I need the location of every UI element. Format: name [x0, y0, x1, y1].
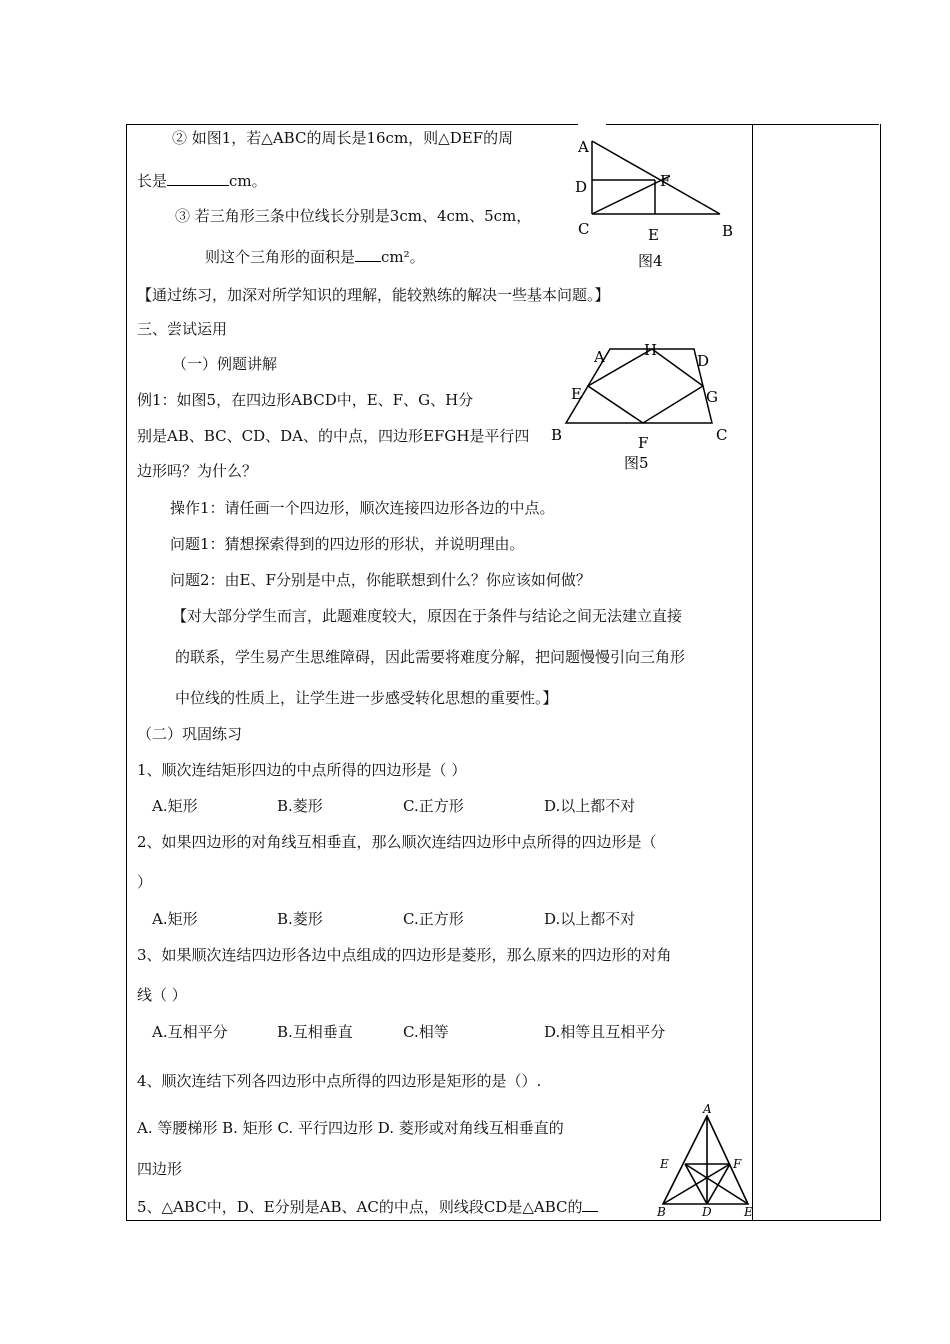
teaching-note: 中位线的性质上，让学生进一步感受转化思想的重要性。】: [175, 689, 558, 707]
fig5-label-h: H: [644, 341, 658, 359]
question-stem: 1、顺次连结矩形四边的中点所得的四边形是（ ）: [137, 761, 467, 779]
answer-blank[interactable]: [167, 185, 229, 186]
option-d[interactable]: D.以上都不对: [544, 797, 636, 815]
option-b[interactable]: B.菱形: [277, 797, 323, 815]
table-column-divider: [752, 124, 753, 1220]
fig6-label-e: E: [660, 1157, 669, 1171]
example-1-line: 例1：如图5，在四边形ABCD中，E、F、G、H分: [137, 391, 474, 409]
fig4-caption: 图4: [638, 252, 663, 270]
answer-blank[interactable]: [582, 1211, 598, 1212]
fig5-caption: 图5: [624, 454, 649, 472]
question-stem: 5、△ABC中，D、E分别是AB、AC的中点，则线段CD是△ABC的: [137, 1197, 598, 1217]
fig6-label-d: D: [702, 1205, 712, 1219]
subsection-heading: （一）例题讲解: [172, 355, 278, 373]
question-stem-continuation: 线（ ）: [137, 986, 187, 1004]
question-stem: 3、如果顺次连结四边形各边中点组成的四边形是菱形，那么原来的四边形的对角: [137, 946, 672, 964]
exercise-2-line: ② 如图1，若△ABC的周长是16cm，则△DEF的周: [172, 129, 514, 147]
exercise-3-continuation: 则这个三角形的面积是 cm²。: [205, 248, 425, 266]
option-a[interactable]: A.矩形: [152, 910, 198, 928]
fig5-label-f: F: [638, 434, 649, 452]
figure-4-diagram: [560, 128, 750, 273]
fig5-label-e: E: [571, 385, 582, 403]
fig5-label-d: D: [697, 352, 710, 370]
question-1: 问题1：猜想探索得到的四边形的形状，并说明理由。: [170, 535, 525, 553]
fig4-label-e: E: [648, 226, 659, 244]
question-options-continuation: 四边形: [137, 1160, 183, 1178]
exercise-2-continuation: 长是 cm。: [137, 172, 267, 190]
question-stem-continuation: ）: [137, 873, 153, 891]
example-1-line: 边形吗？为什么？: [137, 462, 258, 480]
option-a[interactable]: A.互相平分: [152, 1023, 228, 1041]
fig5-label-c: C: [716, 426, 728, 444]
operation-1: 操作1：请任画一个四边形，顺次连接四边形各边的中点。: [170, 499, 555, 517]
table-top-border-right: [606, 124, 879, 125]
question-options: A. 等腰梯形 B. 矩形 C. 平行四边形 D. 菱形或对角线互相垂直的: [137, 1119, 564, 1137]
triangle-midpoint-diagram: [650, 1100, 760, 1220]
option-a[interactable]: A.矩形: [152, 797, 198, 815]
option-d[interactable]: D.相等且互相平分: [544, 1023, 666, 1041]
exercise-3-line: ③ 若三角形三条中位线长分别是3cm、4cm、5cm，: [175, 207, 532, 225]
section-heading: 三、尝试运用: [137, 320, 228, 338]
fig5-label-a: A: [594, 348, 605, 366]
question-stem: 2、如果四边形的对角线互相垂直，那么顺次连结四边形中点所得的四边形是（: [137, 833, 657, 851]
option-b[interactable]: B.互相垂直: [277, 1023, 353, 1041]
figure-5-diagram: [548, 340, 748, 475]
option-c[interactable]: C.正方形: [403, 797, 464, 815]
fig6-label-b: B: [657, 1205, 666, 1219]
fig4-label-d: D: [575, 178, 588, 196]
teaching-note: 【对大部分学生而言，此题难度较大，原因在于条件与结论之间无法建立直接: [172, 607, 683, 625]
teaching-note: 的联系，学生易产生思维障碍，因此需要将难度分解，把问题慢慢引向三角形: [175, 648, 686, 666]
subsection-heading: （二）巩固练习: [137, 725, 243, 743]
fig4-label-a: A: [578, 138, 589, 156]
fig6-label-a: A: [703, 1102, 712, 1116]
answer-blank[interactable]: [355, 261, 381, 262]
option-c[interactable]: C.正方形: [403, 910, 464, 928]
question-2: 问题2：由E、F分别是中点，你能联想到什么？你应该如何做？: [170, 571, 591, 589]
fig4-label-c: C: [578, 220, 590, 238]
option-d[interactable]: D.以上都不对: [544, 910, 636, 928]
example-1-line: 别是AB、BC、CD、DA、的中点，四边形EFGH是平行四: [137, 427, 530, 445]
fig4-label-f: F: [660, 172, 671, 190]
fig6-label-e2: E: [744, 1205, 753, 1219]
table-top-border-left: [126, 124, 578, 125]
fig5-label-b: B: [551, 426, 563, 444]
option-c[interactable]: C.相等: [403, 1023, 449, 1041]
fig6-label-f: F: [733, 1157, 742, 1171]
practice-note: 【通过练习，加深对所学知识的理解，能较熟练的解决一些基本问题。】: [137, 286, 610, 304]
option-b[interactable]: B.菱形: [277, 910, 323, 928]
fig4-label-b: B: [722, 222, 734, 240]
question-stem: 4、顺次连结下列各四边形中点所得的四边形是矩形的是（）.: [137, 1072, 542, 1090]
fig5-label-g: G: [706, 388, 718, 406]
